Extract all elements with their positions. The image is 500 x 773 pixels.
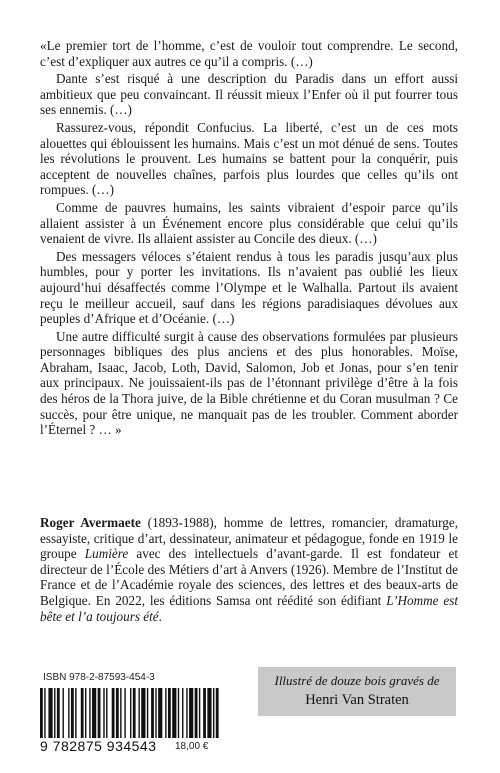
barcode-bar [147, 688, 148, 738]
author-biography [40, 515, 458, 624]
author-name: Roger Avermaete [40, 515, 141, 530]
illustration-note: Illustré de douze bois gravés de [274, 673, 440, 688]
barcode-bar [44, 688, 45, 738]
bio-text: . [158, 608, 162, 624]
barcode-bar [216, 688, 219, 738]
barcode-bar [130, 688, 131, 738]
barcode-bar [81, 688, 84, 738]
book-excerpt [40, 38, 458, 440]
excerpt-paragraph: Une autre difficulté surgit à cause des observations formulées par plusieurs personnages bibliques des plus anciens et des plus honorables. Moïse, Abraham, Isaac, Jacob, Loth, David, Salomon, Job et Jonas, pour s’en tenir aux principaux. Ne jouissaient-ils pas de l’étonnant privilège d’être à la fois des héros de la Thora juive, de la Bible chrétienne et du Coran musulman ? Ce succès, pour être unique, ne manquait pas de les troubler. Comment aborder l’Éternel ? … » [40, 328, 458, 438]
excerpt-paragraph: «Le premier tort de l’homme, c’est de vouloir tout comprendre. Le second, c’est d’expliquer aux autres ce qu’il a compris. (…) [40, 38, 458, 69]
barcode-bar [106, 688, 107, 738]
barcode-bar [133, 688, 136, 738]
barcode-bar [182, 688, 183, 738]
barcode-bar [103, 688, 104, 738]
excerpt-paragraph: Comme de pauvres humains, les saints vibraient d’espoir parce qu’ils allaient assister à un Événement encore plus considérable que celui qu’ils venaient de vivre. Ils allaient assister au Concile des dieux. (…) [40, 199, 458, 247]
barcode-bar [203, 688, 206, 738]
barcode-bar [68, 688, 69, 738]
barcode-bar [85, 688, 86, 738]
bio-text: avec des intellectuels d’avant-garde. Il est fondateur et directeur de l’École des Métiers d’art à Anvers (1926). Membre de l’Institut de France et de l’Académie royale des sciences, des lettres et des beaux-arts de Belgique. En 2022, les éditions Samsa ont réédité son édifiant [40, 546, 459, 608]
barcode-bar [54, 688, 55, 738]
barcode-bar [195, 688, 198, 738]
barcode-bar [207, 688, 211, 738]
barcode-bar [178, 688, 179, 738]
excerpt-paragraph: Dante s’est risqué à une description du Paradis dans un effort aussi ambitieux que peu convaincant. Il réussit mieux l’Enfer où il put fourrer tous ses ennemis. (…) [40, 71, 458, 118]
barcode [40, 688, 220, 738]
barcode-digits: 9 782875 934543 [40, 738, 157, 754]
barcode-bar [138, 688, 139, 738]
book-title: L’Homme est bête et l’a toujours été [40, 592, 459, 624]
barcode-bar [98, 688, 101, 738]
barcode-bar [199, 688, 200, 738]
excerpt-paragraph: Rassurez-vous, répondit Confucius. La liberté, c’est un de ces mots alouettes qui éblouissent les humains. Mais c’est un mot dénué de sens. Toutes les révolutions le prouvent. Les humains se battent pour la conquérir, puis acceptent de nouvelles chaînes, parfois plus lourdes que celles qu’ils ont rompues. (…) [40, 119, 458, 198]
barcode-bar [155, 688, 156, 738]
isbn-label: ISBN 978-2-87593-454-3 [43, 672, 155, 683]
barcode-bar [186, 688, 187, 738]
barcode-bar [213, 688, 214, 738]
illustrator-box [258, 667, 456, 716]
barcode-bar [158, 688, 162, 738]
illustrator-name: Henri Van Straten [305, 692, 409, 708]
bio-paragraph [40, 515, 458, 624]
barcode-bar [172, 688, 176, 738]
bio-text: (1893-1988), homme de lettres, romancier, dramaturge, essayiste, critique d’art, dessinateur, animateur et pédagogue, fonde en 1919 le groupe [40, 515, 458, 562]
excerpt-paragraph: Des messagers véloces s’étaient rendus à tous les paradis jusqu’aux plus humbles, pour y porter les invitations. Ils n’avaient pas oublié les lieux aujourd’hui désaffectés comme l’Olympe et le Walhalla. Partout ils avaient reçu le meilleur accueil, sauf dans les régions paradisiaques dévolues aux peuples d’Afrique et d’Océanie. (…) [40, 248, 458, 327]
barcode-bar [40, 688, 43, 738]
group-name: Lumière [84, 546, 129, 562]
barcode-bar [116, 688, 119, 738]
barcode-bar [151, 688, 154, 738]
barcode-bar [112, 688, 115, 738]
price: 18,00 € [175, 741, 209, 752]
barcode-bar [63, 688, 64, 738]
barcode-bar [75, 688, 76, 738]
barcode-bar [141, 688, 145, 738]
barcode-bar [120, 688, 121, 738]
barcode-bar [48, 688, 52, 738]
barcode-bar [92, 688, 96, 738]
barcode-bar [165, 688, 166, 738]
barcode-bar [189, 688, 193, 738]
barcode-bar [57, 688, 60, 738]
barcode-bar [71, 688, 74, 738]
barcode-bar [168, 688, 171, 738]
barcode-bar [89, 688, 90, 738]
barcode-bar [124, 688, 125, 738]
